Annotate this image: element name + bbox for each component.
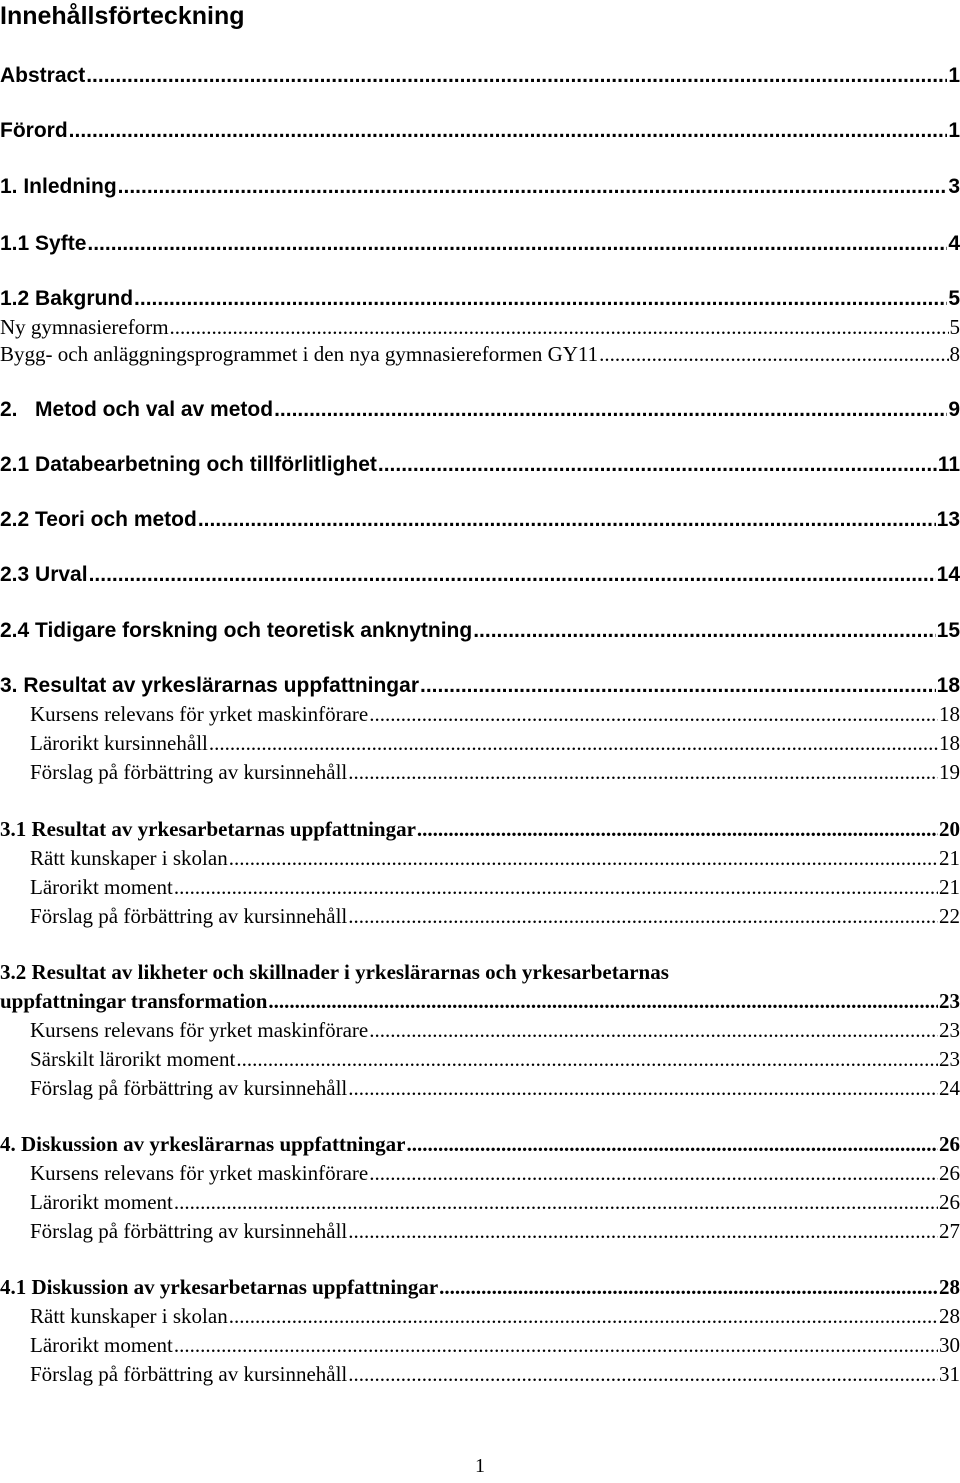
toc-entry-label: 4.1 Diskussion av yrkesarbetarnas uppfattningar	[0, 1275, 439, 1299]
dot-leader	[86, 62, 947, 90]
dot-leader	[170, 313, 949, 341]
toc-entry-label: Kursens relevans för yrket maskinförare	[30, 1018, 369, 1042]
toc-entry-page: 20	[939, 817, 960, 841]
dot-leader	[369, 700, 938, 728]
toc-entry[interactable]	[30, 1016, 960, 1044]
toc-entry-label: Förslag på förbättring av kursinnehåll	[30, 760, 348, 784]
toc-entry[interactable]	[0, 1130, 960, 1158]
dot-leader	[198, 506, 936, 534]
toc-entry[interactable]	[0, 617, 960, 645]
toc-entry[interactable]	[30, 902, 960, 930]
dot-leader	[369, 1159, 938, 1187]
toc-entry-label: Förslag på förbättring av kursinnehåll	[30, 1076, 348, 1100]
toc-entry-page: 21	[939, 875, 960, 899]
toc-entry-label: 3.1 Resultat av yrkesarbetarnas uppfattningar	[0, 817, 416, 841]
toc-entry-label: Förslag på förbättring av kursinnehåll	[30, 1362, 348, 1386]
toc-entry[interactable]	[0, 340, 960, 368]
dot-leader	[236, 1045, 938, 1073]
toc-entry-label: 2.4 Tidigare forskning och teoretisk anknytning	[0, 619, 473, 642]
toc-entry[interactable]	[0, 285, 960, 313]
toc-entry[interactable]	[30, 1045, 960, 1073]
dot-leader	[268, 987, 938, 1015]
toc-entry-page: 1	[948, 119, 960, 142]
toc-entry-page: 26	[939, 1132, 960, 1156]
dot-leader	[229, 1302, 938, 1330]
toc-entry-label: 2.1 Databearbetning och tillförlitlighet	[0, 453, 377, 476]
toc-entry[interactable]	[30, 1360, 960, 1388]
dot-leader	[348, 902, 938, 930]
dot-leader	[348, 758, 938, 786]
toc-entry-label: Förslag på förbättring av kursinnehåll	[30, 1219, 348, 1243]
toc-entry[interactable]	[0, 672, 960, 700]
dot-leader	[348, 1074, 938, 1102]
dot-leader	[417, 815, 938, 843]
toc-entry-label: 1.1 Syfte	[0, 232, 87, 255]
dot-leader	[348, 1360, 938, 1388]
dot-leader	[407, 1130, 939, 1158]
toc-entry-page: 26	[939, 1161, 960, 1185]
toc-entry-label: 3. Resultat av yrkeslärarnas uppfattningar	[0, 674, 419, 697]
toc-entry[interactable]	[0, 815, 960, 843]
toc-entry-page: 11	[937, 453, 960, 476]
toc-entry-page: 8	[949, 342, 960, 366]
toc-entry[interactable]	[30, 1188, 960, 1216]
toc-entry-label: Bygg- och anläggningsprogrammet i den nya gymnasiereformen GY11	[0, 342, 599, 366]
toc-entry[interactable]	[30, 1074, 960, 1102]
toc-entry[interactable]	[0, 987, 960, 1015]
dot-leader	[174, 873, 938, 901]
toc-entry-page: 18	[936, 674, 960, 697]
toc-entry-label: uppfattningar transformation	[0, 989, 268, 1013]
dot-leader	[599, 340, 948, 368]
toc-entry-page: 28	[939, 1304, 960, 1328]
toc-entry-page: 19	[939, 760, 960, 784]
page-number: 1	[475, 1455, 485, 1477]
toc-entry-page: 21	[939, 846, 960, 870]
toc-entry-label: Lärorikt moment	[30, 1333, 173, 1357]
toc-entry-label: 2.2 Teori och metod	[0, 508, 197, 531]
toc-entry-label: 4. Diskussion av yrkeslärarnas uppfattningar	[0, 1132, 406, 1156]
dot-leader	[369, 1016, 938, 1044]
toc-entry-page: 18	[939, 731, 960, 755]
toc-entry[interactable]	[30, 700, 960, 728]
toc-entry[interactable]	[30, 758, 960, 786]
toc-entry[interactable]	[30, 1217, 960, 1245]
dot-leader	[134, 285, 947, 313]
toc-entry-page: 23	[939, 989, 960, 1013]
toc-entry-label: Förord	[0, 119, 68, 142]
dot-leader	[420, 672, 936, 700]
toc-entry-page: 1	[948, 64, 960, 87]
toc-entry[interactable]	[0, 230, 960, 258]
toc-entry-label: Ny gymnasiereform	[0, 315, 169, 339]
toc-entry[interactable]	[0, 1273, 960, 1301]
toc-entry-label: Rätt kunskaper i skolan	[30, 1304, 228, 1328]
toc-entry-label: Lärorikt moment	[30, 1190, 173, 1214]
toc-entry-page: 14	[936, 563, 960, 586]
toc-entry-page: 22	[939, 904, 960, 928]
dot-leader	[174, 1331, 938, 1359]
dot-leader	[378, 451, 937, 479]
toc-entry[interactable]	[30, 729, 960, 757]
toc-entry[interactable]	[30, 873, 960, 901]
dot-leader	[118, 173, 948, 201]
dot-leader	[473, 617, 935, 645]
toc-entry[interactable]	[30, 1331, 960, 1359]
dot-leader	[87, 230, 947, 258]
toc-entry[interactable]	[30, 1302, 960, 1330]
toc-entry-page: 23	[939, 1047, 960, 1071]
toc-entry-label: Rätt kunskaper i skolan	[30, 846, 228, 870]
toc-entry-page: 5	[948, 287, 960, 310]
toc-entry[interactable]	[0, 396, 960, 424]
toc-entry[interactable]	[30, 1159, 960, 1187]
toc-entry-page: 27	[939, 1219, 960, 1243]
toc-entry[interactable]	[0, 506, 960, 534]
dot-leader	[69, 117, 948, 145]
toc-entry-label: Abstract	[0, 64, 86, 87]
dot-leader	[209, 729, 938, 757]
page-title: Innehållsförteckning	[0, 2, 245, 30]
dot-leader	[89, 561, 936, 589]
toc-entry[interactable]	[0, 561, 960, 589]
toc-entry[interactable]	[0, 313, 960, 341]
toc-entry-label: Kursens relevans för yrket maskinförare	[30, 702, 369, 726]
dot-leader	[174, 1188, 938, 1216]
toc-entry-page: 4	[948, 232, 960, 255]
toc-entry-label: Särskilt lärorikt moment	[30, 1047, 236, 1071]
toc-entry-page: 30	[939, 1333, 960, 1357]
dot-leader	[439, 1273, 938, 1301]
toc-entry-label: 2. Metod och val av metod	[0, 398, 274, 421]
toc-entry-page: 28	[939, 1275, 960, 1299]
toc-entry-page: 13	[936, 508, 960, 531]
toc-entry[interactable]	[0, 451, 960, 479]
dot-leader	[274, 396, 947, 424]
toc-entry-label: Lärorikt moment	[30, 875, 173, 899]
toc-entry-page: 31	[939, 1362, 960, 1386]
toc-entry-page: 3	[948, 175, 960, 198]
toc-entry-page: 26	[939, 1190, 960, 1214]
toc-entry-page: 9	[948, 398, 960, 421]
toc-entry-page: 24	[939, 1076, 960, 1100]
toc-entry-label: 2.3 Urval	[0, 563, 88, 586]
toc-entry-label: 1.2 Bakgrund	[0, 287, 134, 310]
toc-entry-label: Förslag på förbättring av kursinnehåll	[30, 904, 348, 928]
toc-entry[interactable]	[0, 117, 960, 145]
toc-entry-label: 1. Inledning	[0, 175, 117, 198]
dot-leader	[348, 1217, 938, 1245]
dot-leader	[229, 844, 938, 872]
toc-entry-page: 5	[949, 315, 960, 339]
toc-entry-page: 15	[936, 619, 960, 642]
toc-entry[interactable]	[0, 62, 960, 90]
toc-entry-page: 18	[939, 702, 960, 726]
toc-entry-page: 23	[939, 1018, 960, 1042]
toc-entry-label[interactable]: 3.2 Resultat av likheter och skillnader i yrkeslärarnas och yrkesarbetarnas	[0, 960, 669, 984]
toc-entry[interactable]	[0, 173, 960, 201]
toc-entry-label: Kursens relevans för yrket maskinförare	[30, 1161, 369, 1185]
toc-entry-label: Lärorikt kursinnehåll	[30, 731, 208, 755]
toc-entry[interactable]	[30, 844, 960, 872]
